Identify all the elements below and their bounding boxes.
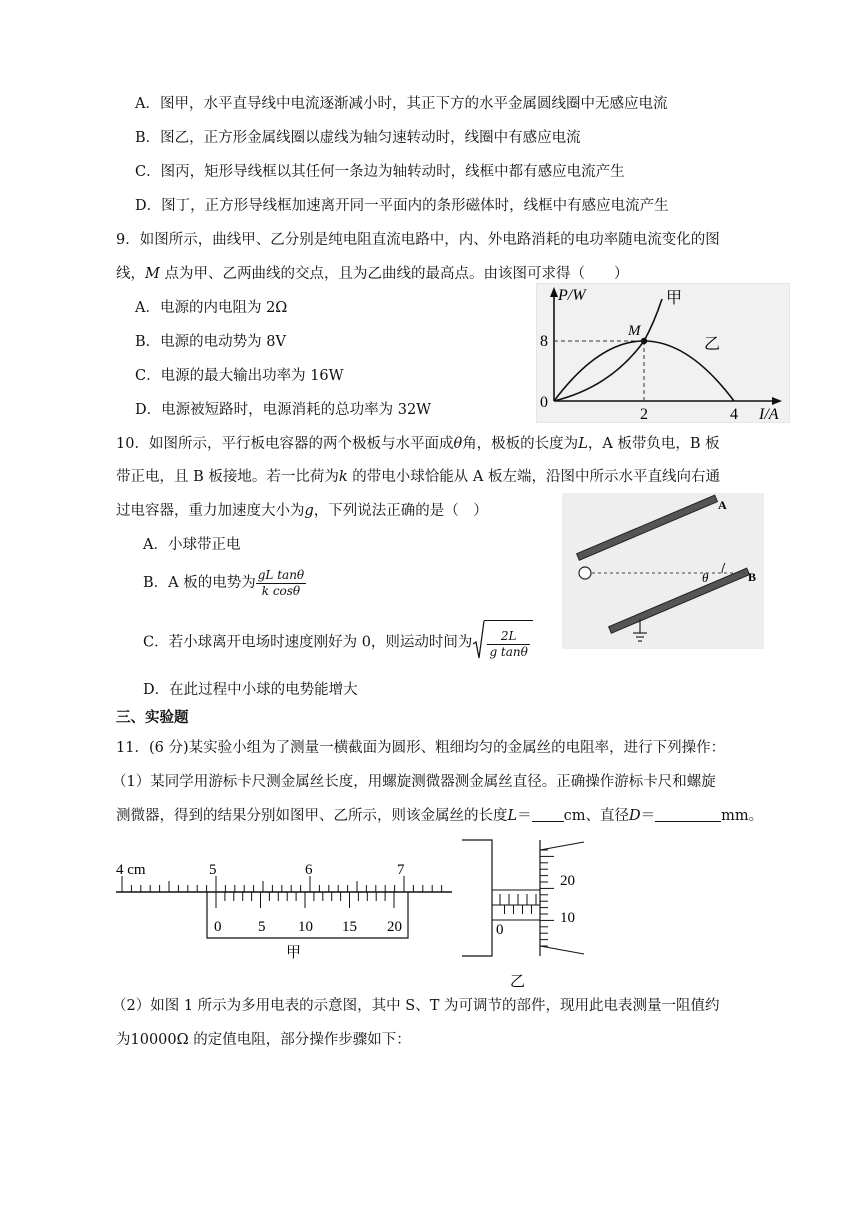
micrometer-thimble-10: 10 [560, 910, 575, 926]
q8-option-c: C．图丙，矩形导线框以其任何一条边为轴转动时，线框中都有感应电流产生 [135, 164, 625, 180]
q9-power-graph [536, 283, 790, 423]
graph-x-tick-4: 4 [730, 406, 738, 423]
vernier-caliper-figure [112, 852, 456, 968]
q10-option-d: D．在此过程中小球的电势能增大 [143, 682, 358, 698]
caliper-main-7: 7 [397, 862, 405, 878]
graph-curve-jia-label: 甲 [666, 290, 683, 307]
angle-theta-label: θ [702, 570, 709, 585]
graph-x-tick-2: 2 [640, 406, 648, 423]
caliper-main-5: 5 [209, 862, 217, 878]
caliper-main-6: 6 [305, 862, 313, 878]
micrometer-thimble-20: 20 [560, 873, 575, 889]
q11-part1-line1: （1）某同学用游标卡尺测金属丝长度，用螺旋测微器测金属丝直径。正确操作游标卡尺和螺旋 [112, 774, 716, 790]
caliper-vernier-10: 10 [298, 919, 313, 935]
caliper-vernier-20: 20 [387, 919, 402, 935]
q10-stem-line1: 10．如图所示，平行板电容器的两个极板与水平面成θ角，极板的长度为L，A 板带负电，B 板 [116, 436, 720, 452]
section-heading-experiment: 三、实验题 [116, 709, 189, 726]
plate-a-label: A [718, 498, 727, 512]
caliper-vernier-15: 15 [342, 919, 357, 935]
plate-b-label: B [748, 570, 757, 584]
caliper-main-unit: 4 cm [116, 862, 146, 878]
q9-option-a: A．电源的内电阻为 2Ω [135, 300, 288, 316]
caliper-vernier-0: 0 [214, 919, 222, 935]
q10-option-b: B．A 板的电势为 $\frac{\text{gL tanθ}}{\text{k cosθ}}$ [143, 567, 305, 598]
micrometer-caption: 乙 [510, 974, 526, 990]
caliper-caption: 甲 [286, 945, 302, 961]
q10-capacitor-figure [562, 493, 764, 649]
graph-origin: 0 [540, 394, 548, 411]
q9-stem-line1: 9．如图所示，曲线甲、乙分别是纯电阻直流电路中，内、外电路消耗的电功率随电流变化的图 [116, 232, 720, 248]
q8-option-b: B．图乙，正方形金属线圈以虚线为轴匀速转动时，线圈中有感应电流 [135, 130, 581, 146]
q9-option-b: B．电源的电动势为 8V [135, 334, 286, 350]
graph-point-m-label: M [628, 323, 641, 339]
graph-y-label: P/W [558, 287, 586, 304]
graph-curve-yi-label: 乙 [704, 336, 721, 353]
q10-stem-line2: 带正电，且 B 板接地。若一比荷为k 的带电小球恰能从 A 板左端，沿图中所示水平直线向右通 [116, 469, 720, 485]
graph-y-tick-8: 8 [540, 333, 548, 350]
q9-option-c: C．电源的最大输出功率为 16W [135, 368, 344, 384]
q11-part2-line1: （2）如图 1 所示为多用电表的示意图，其中 S、T 为可调节的部件，现用此电表测量一阻值约 [112, 998, 720, 1014]
micrometer-sleeve-0: 0 [496, 922, 504, 938]
caliper-vernier-5: 5 [258, 919, 266, 935]
q10-option-a: A．小球带正电 [143, 537, 241, 553]
q8-option-a: A．图甲，水平直导线中电流逐渐减小时，其正下方的水平金属圆线圈中无感应电流 [135, 96, 668, 112]
q10-option-c: C．若小球离开电场时速度刚好为 0，则运动时间为 $\frac{2L}{\text{g tanθ}}$ [143, 620, 533, 665]
q11-part2-line2: 为10000Ω 的定值电阻，部分操作步骤如下： [116, 1032, 411, 1048]
q9-stem-line2: 线，M 点为甲、乙两曲线的交点，且为乙曲线的最高点。由该图可求得（ ） [116, 266, 629, 282]
q9-option-d: D．电源被短路时，电源消耗的总功率为 32W [135, 402, 432, 418]
q11-part1-line2: 测微器，得到的结果分别如图甲、乙所示，则该金属丝的长度L＝ cm、直径D＝ mm。 [116, 808, 764, 824]
q8-option-d: D．图丁，正方形导线框加速离开同一平面内的条形磁体时，线框中有感应电流产生 [135, 198, 669, 214]
micrometer-figure [456, 836, 588, 992]
q11-stem: 11．(6 分)某实验小组为了测量一横截面为圆形、粗细均匀的金属丝的电阻率，进行下列操作： [116, 740, 726, 756]
q10-stem-line3: 过电容器，重力加速度大小为g，下列说法正确的是（ ） [116, 503, 488, 519]
graph-x-label: I/A [759, 406, 779, 423]
